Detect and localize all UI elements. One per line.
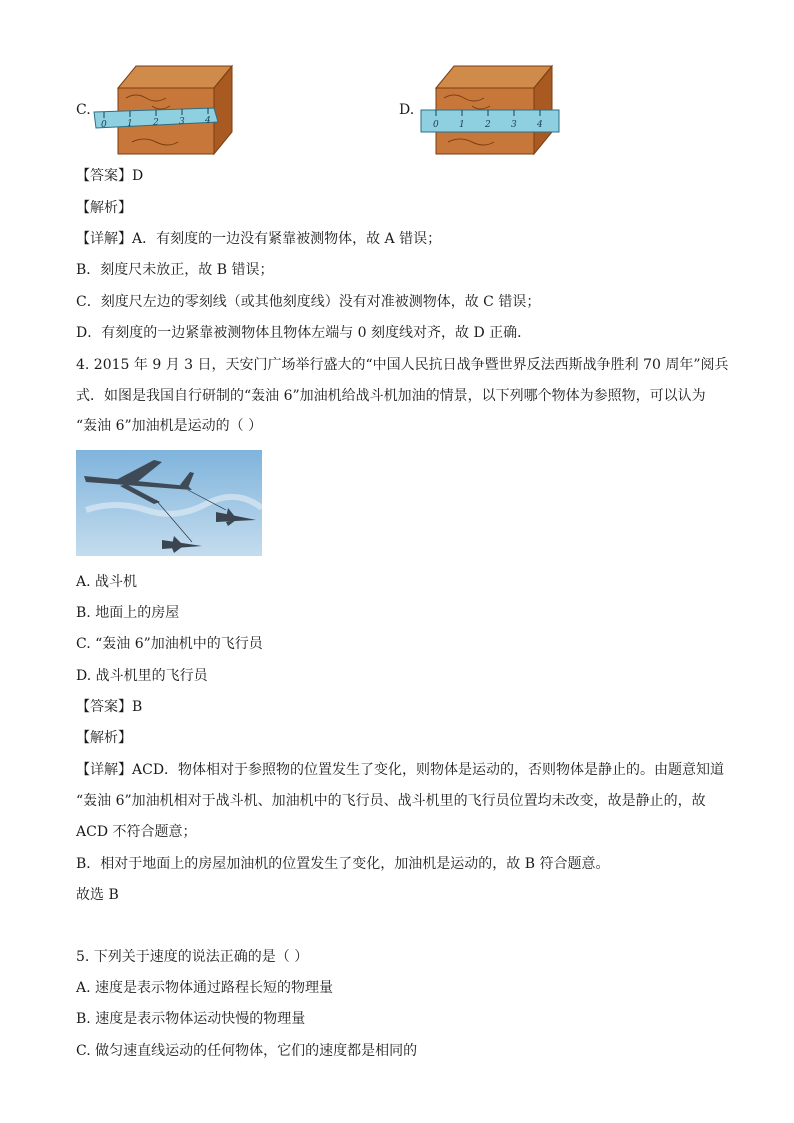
- q4-option-b: B. 地面上的房屋: [76, 605, 180, 621]
- q4-stem-line: 式．如图是我国自行研制的“轰油 6”加油机给战斗机加油的情景，以下列哪个物体为参照物，可以认为: [76, 388, 706, 404]
- ruler-tick-label: 0: [433, 120, 439, 130]
- q4-analysis-line: B．相对于地面上的房屋加油机的位置发生了变化，加油机是运动的，故 B 符合题意。: [76, 856, 610, 872]
- q5-option-c: C. 做匀速直线运动的任何物体，它们的速度都是相同的: [76, 1043, 418, 1059]
- q4-option-c: C. “轰油 6”加油机中的飞行员: [76, 636, 263, 652]
- ruler-tick-label: 3: [179, 117, 185, 127]
- q5-option-b: B. 速度是表示物体运动快慢的物理量: [76, 1011, 306, 1027]
- q4-option-d: D. 战斗机里的飞行员: [76, 668, 208, 684]
- ruler-tick-label: 0: [101, 120, 107, 130]
- ruler-wood-figure-c: [92, 62, 242, 158]
- q4-analysis-line: “轰油 6”加油机相对于战斗机、加油机中的飞行员、战斗机里的飞行员位置均未改变，故是静止的，故: [76, 793, 706, 809]
- option-d-label: D.: [399, 102, 415, 118]
- ruler-tick-label: 3: [511, 120, 517, 130]
- ruler-wood-figure-d: [418, 62, 568, 158]
- q5-option-a: A. 速度是表示物体通过路程长短的物理量: [76, 980, 334, 996]
- q3-answer: [76, 166, 143, 186]
- answer-value: B: [132, 699, 143, 715]
- q4-answer: [76, 697, 142, 717]
- option-c-label: C.: [76, 102, 91, 118]
- q4-stem-line: 4. 2015 年 9 月 3 日，天安门广场举行盛大的“中国人民抗日战争暨世界反法西斯战争胜利 70 周年”阅兵: [76, 357, 729, 373]
- q5-stem: 5. 下列关于速度的说法正确的是（ ）: [76, 949, 309, 965]
- ruler-tick-label: 2: [485, 120, 491, 130]
- ruler-tick-label: 4: [205, 116, 211, 126]
- ruler-tick-label: 4: [537, 120, 543, 130]
- q3-analysis-line: 【详解】A．有刻度的一边没有紧靠被测物体，故 A 错误；: [76, 231, 442, 247]
- q4-option-a: A. 战斗机: [76, 574, 138, 590]
- answer-value: D: [132, 168, 144, 184]
- q3-analysis-line: C．刻度尺左边的零刻线（或其他刻度线）没有对准被测物体，故 C 错误；: [76, 294, 541, 310]
- q3-analysis-tag: 【解析】: [76, 200, 132, 216]
- q4-stem-line: “轰油 6”加油机是运动的（ ）: [76, 418, 263, 434]
- ruler-tick-label: 1: [459, 120, 465, 130]
- q4-analysis-line: 【详解】ACD．物体相对于参照物的位置发生了变化，则物体是运动的，否则物体是静止的。由题意知道: [76, 762, 725, 778]
- ruler-tick-label: 2: [153, 118, 159, 128]
- answer-tag: 【答案】: [76, 699, 132, 715]
- q3-analysis-line: B．刻度尺未放正，故 B 错误；: [76, 262, 274, 278]
- answer-tag: 【答案】: [76, 168, 132, 184]
- q4-analysis-line: ACD 不符合题意；: [76, 824, 197, 840]
- q4-analysis-tag: 【解析】: [76, 730, 132, 746]
- refueling-aircraft-photo: [76, 450, 262, 556]
- q3-analysis-line: D．有刻度的一边紧靠被测物体且物体左端与 0 刻度线对齐，故 D 正确．: [76, 325, 532, 341]
- ruler-tick-label: 1: [127, 119, 133, 129]
- q4-analysis-line: 故选 B: [76, 887, 119, 903]
